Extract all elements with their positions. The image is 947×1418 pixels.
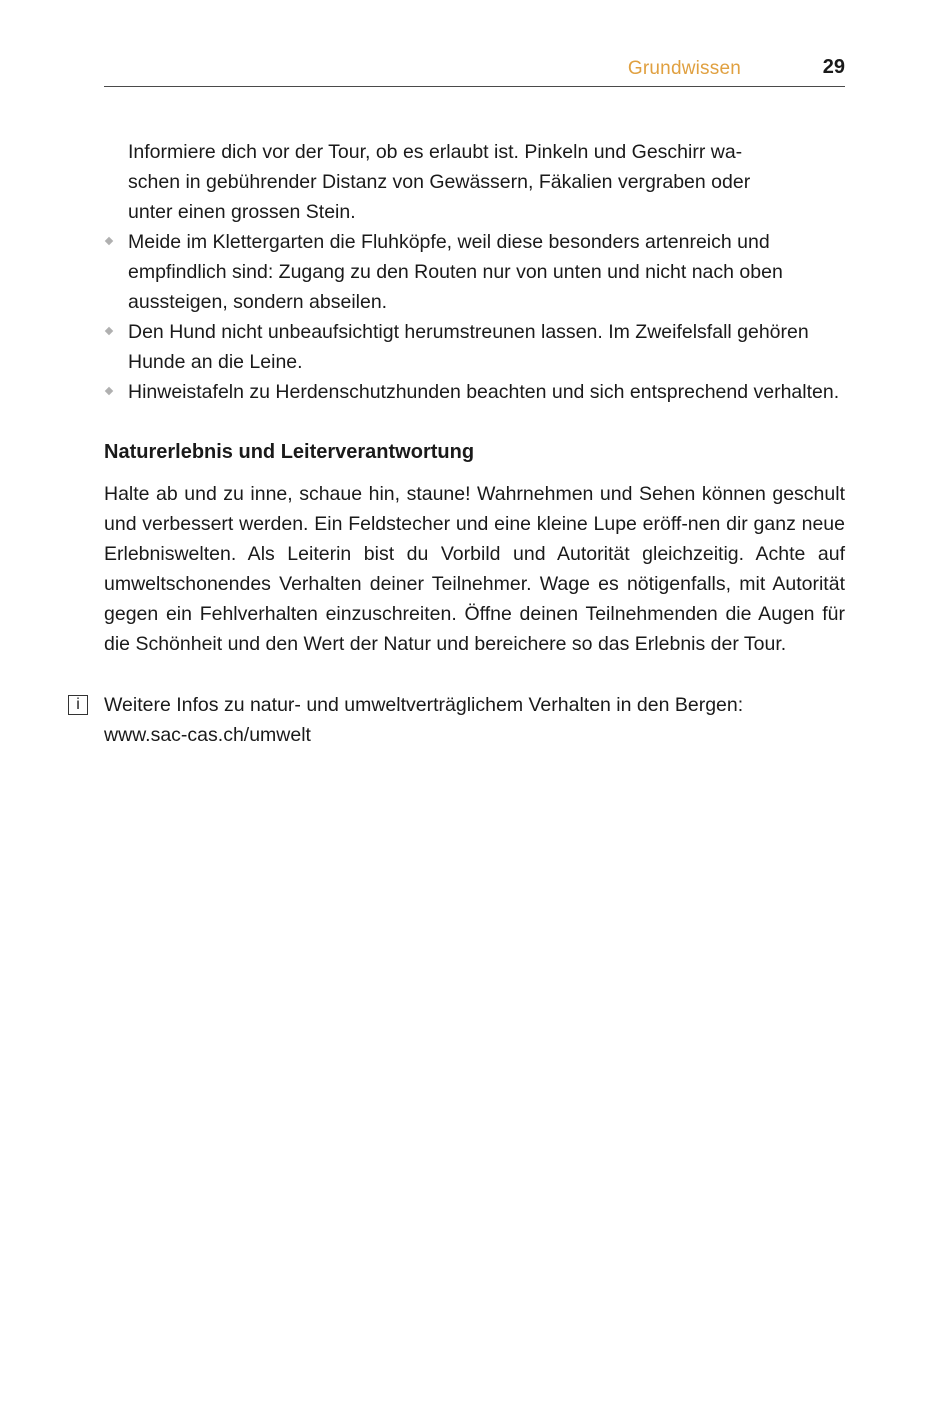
list-item	[104, 317, 845, 377]
list-item-text: Meide im Klettergarten die Fluhköpfe, weil diese besonders artenreich und empfindlich sind: Zugang zu den Routen nur von unten und nicht nach oben aussteigen, sondern abseilen.	[128, 231, 783, 313]
page-number: 29	[822, 56, 845, 78]
page-content	[76, 137, 845, 750]
list-item	[104, 227, 845, 317]
section-heading: Naturerlebnis und Leiterverantwortung	[104, 441, 475, 463]
bullet-continuation	[104, 137, 845, 227]
list-item	[104, 377, 845, 407]
list-item-text: Hinweistafeln zu Herdenschutzhunden beachten und sich entsprechend verhalten.	[128, 381, 840, 403]
info-link[interactable]: www.sac-cas.ch/umwelt	[104, 724, 311, 746]
diamond-bullet-icon	[105, 237, 113, 245]
list-item-text: Den Hund nicht unbeaufsichtigt herumstreunen lassen. Im Zweifelsfall gehören Hunde an die Leine.	[128, 321, 809, 373]
bullet-list	[104, 227, 845, 407]
running-head-section: Grundwissen	[627, 58, 741, 79]
body-paragraph: Halte ab und zu inne, schaue hin, staune! Wahrnehmen und Sehen können geschult und verbessert werden. Ein Feldstecher und eine kleine Lupe eröff-nen dir ganz neue Erlebniswelten. Als Leiterin bist du Vorbild und Autorität gleichzeitig. Achte auf umweltschonendes Verhalten deiner Teilnehmer. Wage es nötigenfalls, mit Autorität gegen ein Fehlverhalten einzuschreiten. Öffne deinen Teilnehmenden die Augen für die Schönheit und den Wert der Natur und bereichere so das Erlebnis der Tour.	[104, 483, 845, 655]
info-note	[76, 690, 845, 750]
text-line: unter einen grossen Stein.	[128, 201, 356, 223]
info-sentence: Weitere Infos zu natur- und umweltverträglichem Verhalten in den Bergen:	[104, 694, 744, 716]
page-header	[104, 56, 845, 87]
info-icon: i	[68, 695, 88, 715]
text-line: schen in gebührender Distanz von Gewässern, Fäkalien vergraben oder	[128, 171, 751, 193]
info-text	[104, 690, 845, 750]
diamond-bullet-icon	[105, 387, 113, 395]
diamond-bullet-icon	[105, 327, 113, 335]
text-line: Informiere dich vor der Tour, ob es erlaubt ist. Pinkeln und Geschirr wa-	[128, 141, 743, 163]
